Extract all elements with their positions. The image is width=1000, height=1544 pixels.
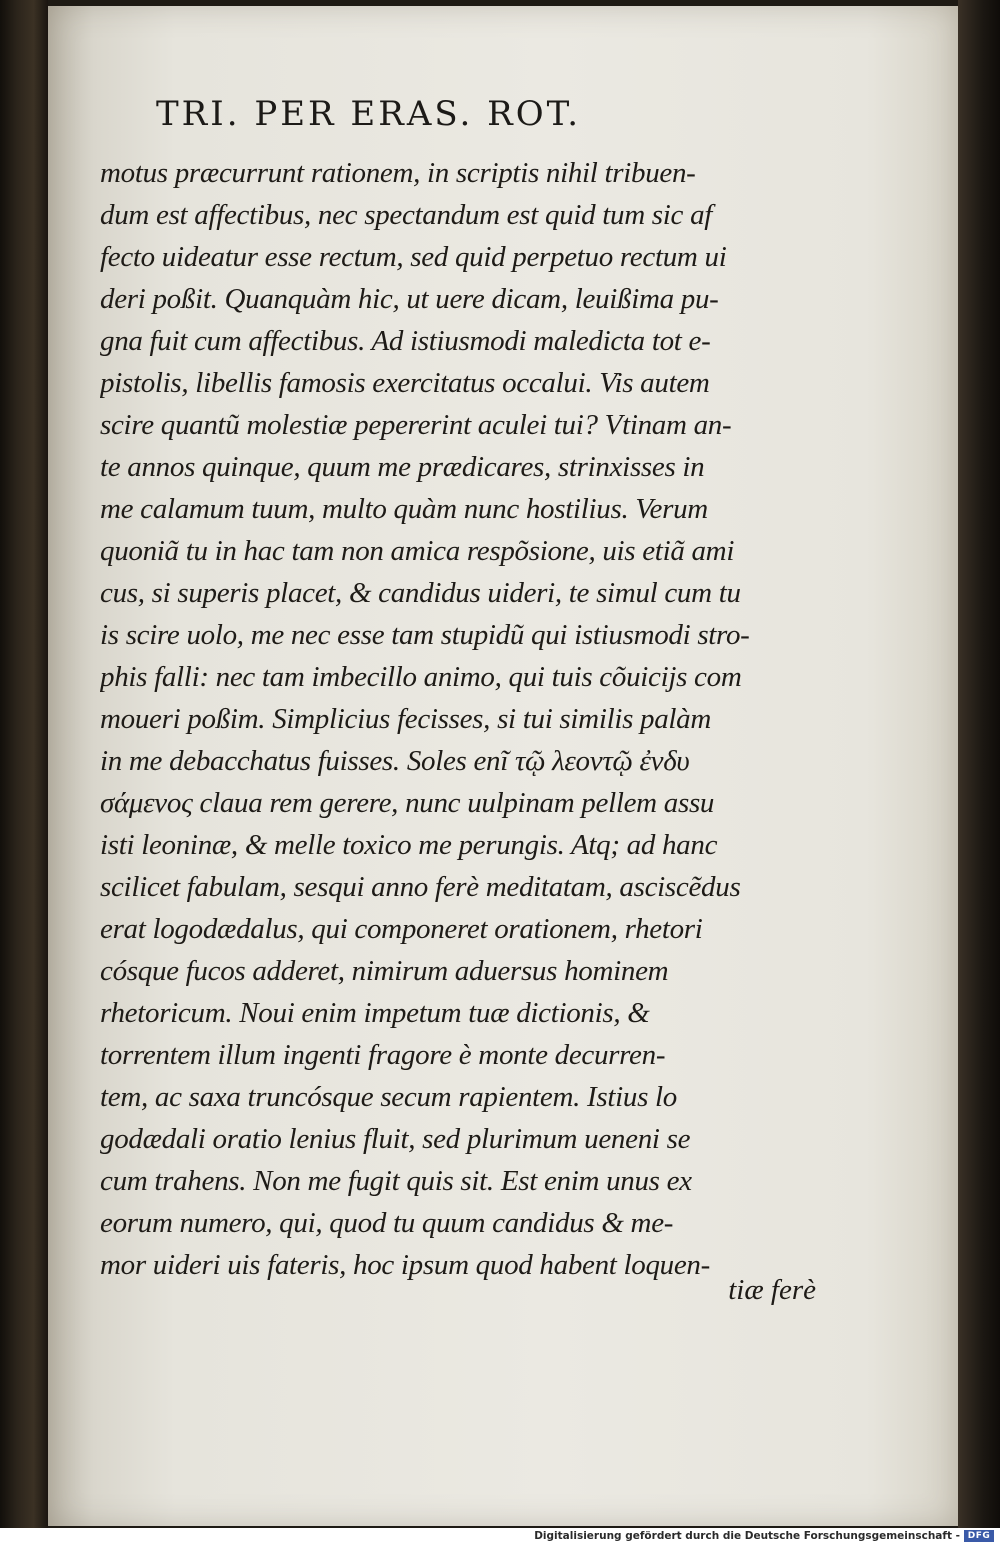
text-line: rhetoricum. Noui enim impetum tuæ dictionis, &: [100, 997, 650, 1029]
text-line: σάμενος claua rem gerere, nunc uulpinam pellem assu: [100, 787, 715, 819]
text-line: phis falli: nec tam imbecillo animo, qui tuis cõuicijs com: [100, 661, 742, 693]
text-line: in me debacchatus fuisses. Soles enĩ τῷ λεοντῷ ἐνδυ: [100, 745, 690, 777]
dfg-logo: DFG: [964, 1530, 994, 1542]
text-line: dum est affectibus, nec spectandum est quid tum sic af: [100, 199, 713, 231]
book-cover-edge: [0, 0, 48, 1528]
body-text: [100, 152, 790, 1286]
text-line: tem, ac saxa truncósque secum rapientem. Istius lo: [100, 1081, 677, 1113]
book-page: [48, 6, 958, 1526]
text-line: pistolis, libellis famosis exercitatus occalui. Vis autem: [100, 367, 710, 399]
catchword: tiæ ferè: [728, 1274, 816, 1306]
text-line: deri poßit. Quanquàm hic, ut uere dicam, leuißima pu-: [100, 283, 719, 315]
text-line: scire quantũ molestiæ pepererint aculei tui? Vtinam an-: [100, 409, 732, 441]
text-line: mor uideri uis fateris, hoc ipsum quod habent loquen-: [100, 1249, 710, 1281]
text-line: te annos quinque, quum me prædicares, strinxisses in: [100, 451, 705, 483]
text-line: cum trahens. Non me fugit quis sit. Est enim unus ex: [100, 1165, 692, 1197]
text-line: torrentem illum ingenti fragore è monte decurren-: [100, 1039, 666, 1071]
book-fore-edge: [958, 0, 1000, 1528]
text-line: isti leoninæ, & melle toxico me perungis. Atq; ad hanc: [100, 829, 718, 861]
text-line: gna fuit cum affectibus. Ad istiusmodi maledicta tot e-: [100, 325, 711, 357]
funding-credit: Digitalisierung gefördert durch die Deutsche Forschungsgemeinschaft -: [534, 1530, 960, 1542]
text-line: quoniã tu in hac tam non amica respõsione, uis etiã ami: [100, 535, 735, 567]
text-line: me calamum tuum, multo quàm nunc hostilius. Verum: [100, 493, 708, 525]
text-line: scilicet fabulam, sesqui anno ferè meditatam, asciscẽdus: [100, 871, 741, 903]
text-line: godædali oratio lenius fluit, sed plurimum ueneni se: [100, 1123, 691, 1155]
text-line: fecto uideatur esse rectum, sed quid perpetuo rectum ui: [100, 241, 727, 273]
text-line: motus præcurrunt rationem, in scriptis nihil tribuen-: [100, 157, 696, 189]
text-line: moueri poßim. Simplicius fecisses, si tui similis palàm: [100, 703, 712, 735]
text-line: erat logodædalus, qui componeret orationem, rhetori: [100, 913, 703, 945]
text-line: is scire uolo, me nec esse tam stupidũ qui istiusmodi stro-: [100, 619, 750, 651]
text-line: eorum numero, qui, quod tu quum candidus & me-: [100, 1207, 674, 1239]
running-head: TRI. PER ERAS. ROT.: [156, 94, 582, 134]
text-line: cus, si superis placet, & candidus uideri, te simul cum tu: [100, 577, 741, 609]
text-line: cósque fucos adderet, nimirum aduersus hominem: [100, 955, 669, 987]
